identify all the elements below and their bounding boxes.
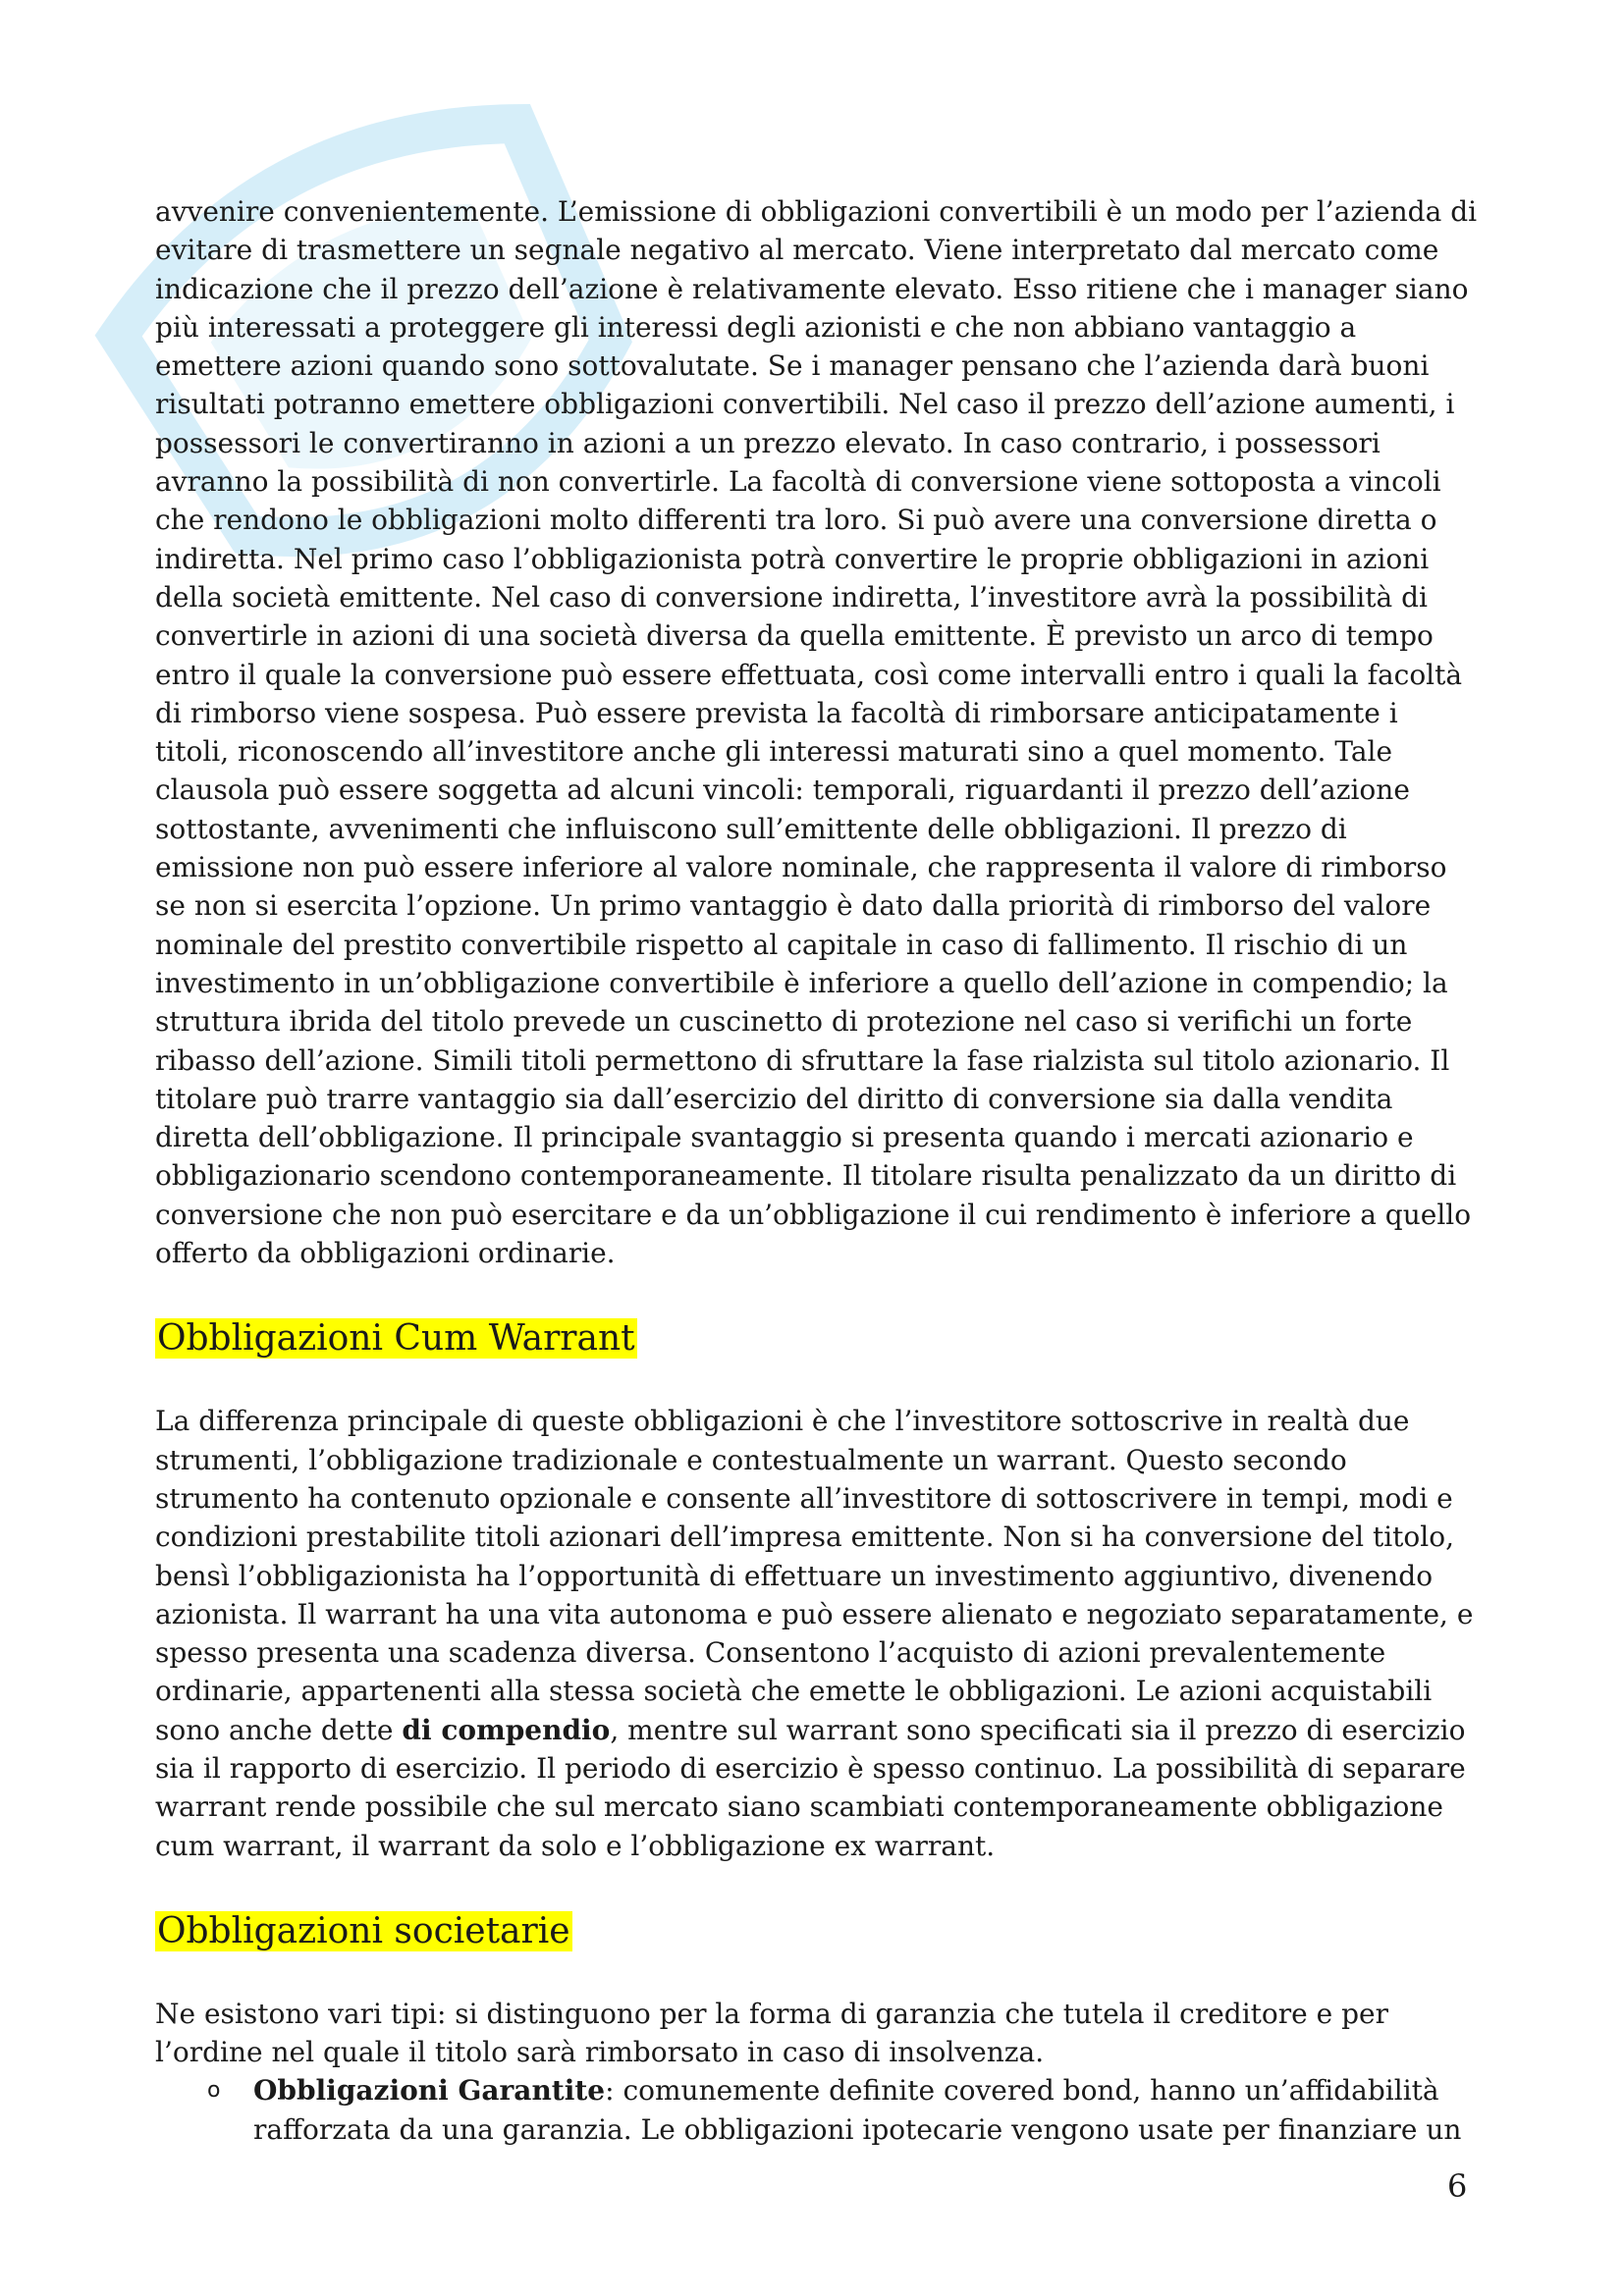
paragraph-convertible-bonds: avvenire convenientemente. L’emissione di obbligazioni convertibili è un modo per l’azienda di evitare di trasmettere un segnale negativo al mercato. Viene interpretato dal mercato come indicazione che il prezzo dell’azione è relativamente elevato. Esso ritiene che i manager siano più interessati a proteggere gli interessi degli azionisti e che non abbiano vantaggio a emettere azioni quando sono sottovalutate. Se i manager pensano che l’azienda darà buoni risultati potranno emettere obbligazioni convertibili. Nel caso il prezzo dell’azione aumenti, i possessori le convertiranno in azioni a un prezzo elevato. In caso contrario, i possessori avranno la possibilità di non convertirle. La facoltà di conversione viene sottoposta a vincoli che rendono le obbligazioni molto differenti tra loro. Si può avere una conversione diretta o indiretta. Nel primo caso l’obbligazionista potrà convertire le proprie obbligazioni in azioni della società emittente. Nel caso di conversione indiretta, l’investitore avrà la possibilità di convertirle in azioni di una società diversa da quella emittente. È previsto un arco di tempo entro il quale la conversione può essere effettuata, così come intervalli entro i quali la facoltà di rimborso viene sospesa. Può essere prevista la facoltà di rimborsare anticipatamente i titoli, riconoscendo all’investitore anche gli interessi maturati sino a quel momento. Tale clausola può essere soggetta ad alcuni vincoli: temporali, riguardanti il prezzo dell’azione sottostante, avvenimenti che influiscono sull’emittente delle obbligazioni. Il prezzo di emissione non può essere inferiore al valore nominale, che rappresenta il valore di rimborso se non si esercita l’opzione. Un primo vantaggio è dato dalla priorità di rimborso del valore nominale del prestito convertibile rispetto al capitale in caso di fallimento. Il rischio di un investimento in un’obbligazione convertibile è inferiore a quello dell’azione in compendio; la struttura ibrida del titolo prevede un cuscinetto di protezione nel caso si verifichi un forte ribasso dell’azione. Simili titoli permettono di sfruttare la fase rialzista sul titolo azionario. Il titolare può trarre vantaggio sia dall’esercizio del diritto di conversione sia dalla vendita diretta dell’obbligazione. Il principale svantaggio si presenta quando i mercati azionario e obbligazionario scendono contemporaneamente. Il titolare risulta penalizzato da un diritto di conversione che non può esercitare e da un’obbligazione il cui rendimento è inferiore a quello offerto da obbligazioni ordinarie. (155, 195, 1478, 1270)
bold-term-di-compendio: di compendio (402, 1713, 611, 1746)
page-number: 6 (1447, 2167, 1468, 2205)
circle-bullet-icon: o (207, 2078, 221, 2104)
document-page (155, 192, 1479, 2149)
bullet-text: : comunemente definite covered bond, hanno un’affidabilità rafforzata da una garanzia. Le obbligazioni ipotecarie vengono usate per finanziare un (253, 2074, 1462, 2146)
bullet-term: Obbligazioni Garantite (253, 2074, 606, 2108)
paragraph-text-part-b: , mentre sul warrant sono specificati sia il prezzo di esercizio sia il rapporto di esercizio. Il periodo di esercizio è spesso continuo. La possibilità di separare warrant rende possibile che sul mercato siano scambiati contemporaneamente obbligazione cum warrant, il warrant da solo e l’obbligazione ex warrant. (155, 1713, 1466, 1862)
paragraph-societarie: Ne esistono vari tipi: si distinguono per la forma di garanzia che tutela il creditore e per l’ordine nel quale il titolo sarà rimborsato in caso di insolvenza. (155, 1997, 1388, 2069)
list-item (155, 2071, 1479, 2149)
bullet-list (155, 2071, 1479, 2149)
highlighted-heading-text: Obbligazioni societarie (157, 1910, 570, 1951)
highlighted-heading-text: Obbligazioni Cum Warrant (157, 1318, 635, 1360)
paragraph-text-part-a: La differenza principale di queste obbligazioni è che l’investitore sottoscrive in realtà due strumenti, l’obbligazione tradizionale e contestualmente un warrant. Questo secondo strumento ha contenuto opzionale e consente all’investitore di sottoscrivere in tempi, modi e condizioni prestabilite titoli azionari dell’impresa emittente. Non si ha conversione del titolo, bensì l’obbligazionista ha l’opportunità di effettuare un investimento aggiuntivo, divenendo azionista. Il warrant ha una vita autonoma e può essere alienato e negoziato separatamente, e spesso presenta una scadenza diversa. Consentono l’acquisto di azioni prevalentemente ordinarie, appartenenti alla stessa società che emette le obbligazioni. Le azioni acquistabili sono anche dette (155, 1405, 1474, 1746)
section-heading-cum-warrant (155, 1315, 1479, 1362)
section-heading-societarie (155, 1908, 1479, 1955)
paragraph-cum-warrant (155, 1402, 1479, 1865)
